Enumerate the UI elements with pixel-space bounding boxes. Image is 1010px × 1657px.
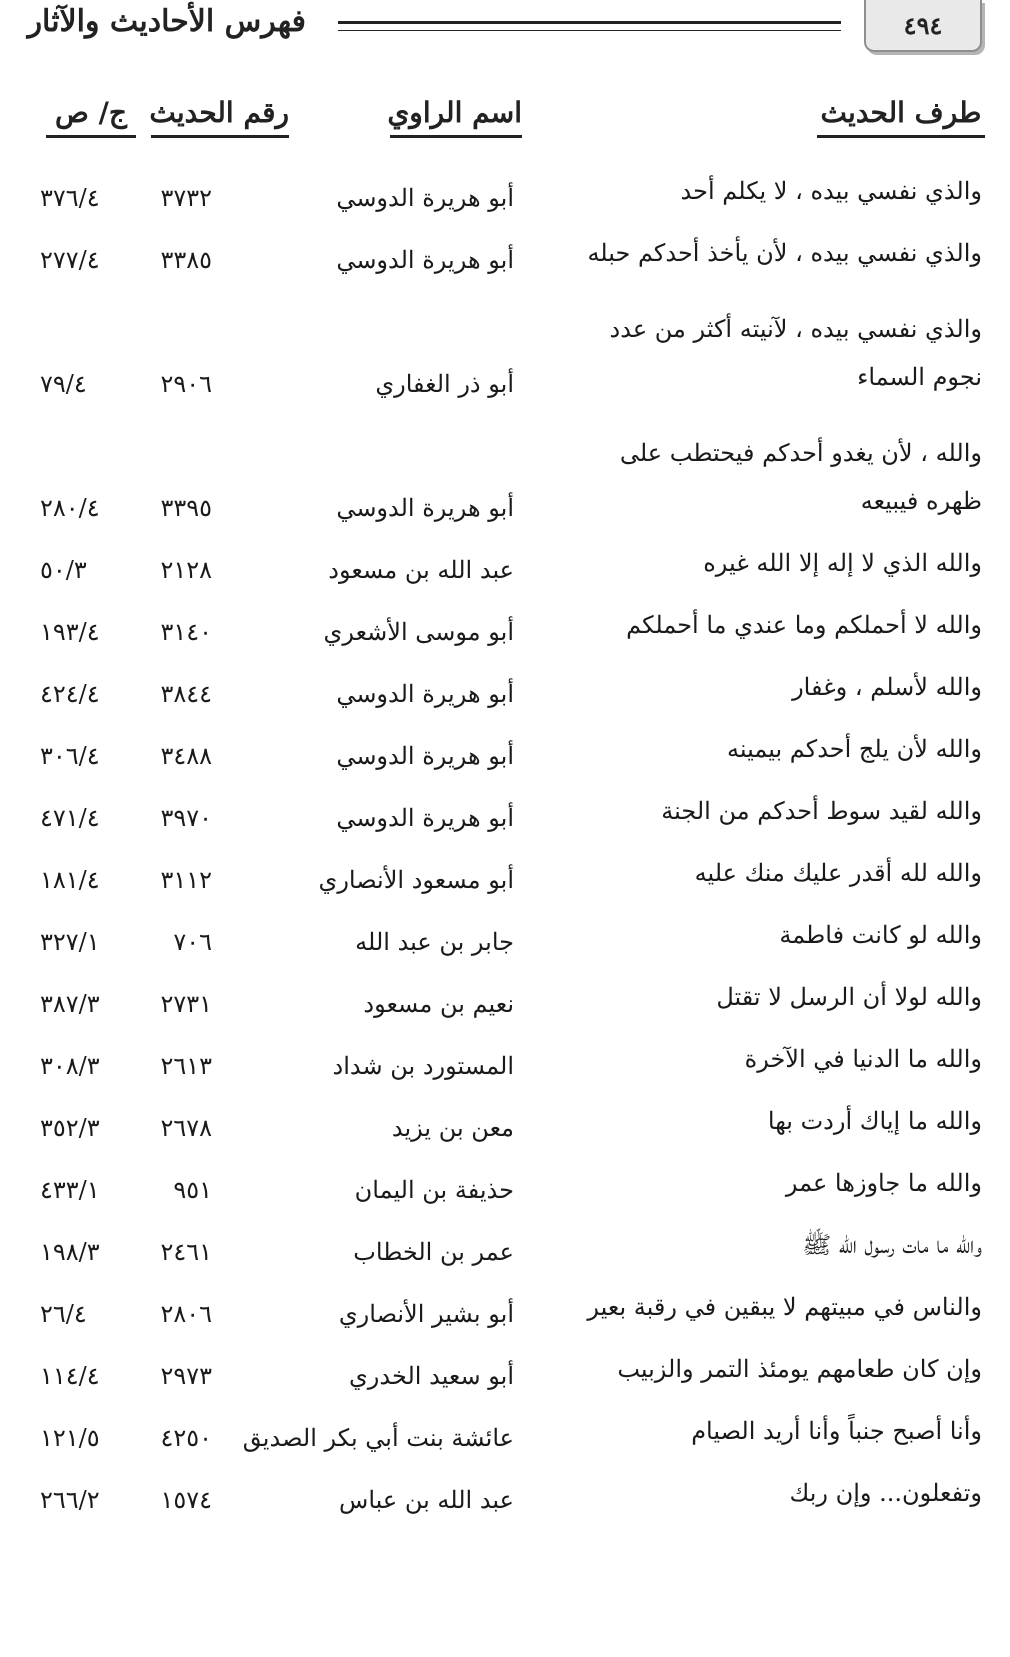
narrator-name: عمر بن الخطاب — [353, 1238, 514, 1266]
volume-page: ٣٨٧/٣ — [40, 990, 100, 1018]
column-header-narrator: اسم الراوي — [390, 96, 522, 138]
table-row — [0, 1403, 1010, 1465]
volume-page: ١٩٣/٤ — [40, 618, 100, 646]
table-row — [0, 1279, 1010, 1341]
page-header — [0, 0, 1010, 60]
hadith-number: ٢٩٧٣ — [160, 1362, 212, 1390]
hadith-number: ٢٦٧٨ — [160, 1114, 212, 1142]
narrator-name: أبو هريرة الدوسي — [336, 246, 514, 274]
narrator-name: معن بن يزيد — [391, 1114, 514, 1142]
hadith-number: ٩٥١ — [173, 1176, 212, 1204]
narrator-name: أبو هريرة الدوسي — [336, 184, 514, 212]
hadith-text: والله ، لأن يغدو أحدكم فيحتطب على ظهره فيبيعه — [619, 439, 982, 515]
narrator-name: أبو سعيد الخدري — [349, 1362, 514, 1390]
table-row — [0, 721, 1010, 783]
hadith-number: ٢١٢٨ — [160, 556, 212, 584]
narrator-name: عائشة بنت أبي بكر الصديق — [242, 1424, 514, 1452]
hadith-text: والله ما جاوزها عمر — [785, 1169, 982, 1197]
hadith-number: ٧٠٦ — [173, 928, 212, 956]
hadith-text: والله لقيد سوط أحدكم من الجنة — [661, 797, 982, 825]
hadith-number: ٣٧٣٢ — [160, 184, 212, 212]
hadith-text: وأنا أصبح جنباً وأنا أريد الصيام — [691, 1417, 982, 1445]
page-number: ٤٩٤ — [864, 0, 982, 52]
hadith-number: ٣٨٤٤ — [160, 680, 212, 708]
table-row — [0, 659, 1010, 721]
narrator-name: نعيم بن مسعود — [363, 990, 514, 1018]
hadith-text: وتفعلون... وإن ربك — [789, 1479, 982, 1507]
table-row — [0, 1031, 1010, 1093]
table-row — [0, 969, 1010, 1031]
table-row — [0, 1465, 1010, 1527]
hadith-number: ٣٣٨٥ — [160, 246, 212, 274]
hadith-text: والله لله أقدر عليك منك عليه — [694, 859, 982, 887]
hadith-number: ٤٢٥٠ — [160, 1424, 212, 1452]
table-row — [0, 163, 1010, 225]
narrator-name: أبو هريرة الدوسي — [336, 804, 514, 832]
hadith-text: والذي نفسي بيده ، لآنيته أكثر من عدد نجوم السماء — [609, 315, 982, 391]
narrator-name: حذيفة بن اليمان — [354, 1176, 514, 1204]
narrator-name: المستورد بن شداد — [332, 1052, 514, 1080]
hadith-number: ١٥٧٤ — [160, 1486, 212, 1514]
table-row — [0, 1093, 1010, 1155]
header-rule-thin — [338, 30, 841, 31]
hadith-number: ٢٦١٣ — [160, 1052, 212, 1080]
table-row — [0, 1155, 1010, 1217]
table-row — [0, 907, 1010, 969]
table-row — [0, 225, 1010, 287]
hadith-number: ٢٩٠٦ — [160, 370, 212, 398]
table-row — [0, 783, 1010, 845]
table-row — [0, 287, 1010, 411]
hadith-text: والله لو كانت فاطمة — [779, 921, 982, 949]
hadith-text: والله لا أحملكم وما عندي ما أحملكم — [626, 611, 982, 639]
volume-page: ١٨١/٤ — [40, 866, 100, 894]
hadith-number: ٣٤٨٨ — [160, 742, 212, 770]
column-header-volume-page: ج/ ص — [46, 96, 136, 138]
narrator-name: عبد الله بن عباس — [339, 1486, 514, 1514]
narrator-name: أبو موسى الأشعري — [323, 618, 514, 646]
hadith-text: والله لأسلم ، وغفار — [792, 673, 982, 701]
hadith-text: والله ما الدنيا في الآخرة — [744, 1045, 982, 1073]
hadith-text: وإن كان طعامهم يومئذ التمر والزبيب — [617, 1355, 982, 1383]
volume-page: ٢٦٦/٢ — [40, 1486, 100, 1514]
hadith-text: والله لأن يلج أحدكم بيمينه — [727, 735, 982, 763]
volume-page: ٥٠/٣ — [40, 556, 87, 584]
column-header-number: رقم الحديث — [151, 96, 289, 138]
table-row — [0, 1217, 1010, 1279]
table-row — [0, 1341, 1010, 1403]
hadith-text: والله ما إياك أردت بها — [767, 1107, 982, 1135]
hadith-number: ٢٧٣١ — [160, 990, 212, 1018]
volume-page: ٢٨٠/٤ — [40, 494, 100, 522]
hadith-text: والذي نفسي بيده ، لأن يأخذ أحدكم حبله — [587, 239, 982, 267]
narrator-name: أبو هريرة الدوسي — [336, 680, 514, 708]
hadith-number: ٣١١٢ — [160, 866, 212, 894]
narrator-name: أبو هريرة الدوسي — [336, 742, 514, 770]
volume-page: ٣٧٦/٤ — [40, 184, 100, 212]
volume-page: ١٢١/٥ — [40, 1424, 100, 1452]
hadith-text: والله لولا أن الرسل لا تقتل — [716, 983, 982, 1011]
narrator-name: أبو بشير الأنصاري — [338, 1300, 514, 1328]
hadith-text: والناس في مبيتهم لا يبقين في رقبة بعير — [587, 1293, 982, 1321]
table-row — [0, 535, 1010, 597]
narrator-name: عبد الله بن مسعود — [328, 556, 514, 584]
volume-page: ١١٤/٤ — [40, 1362, 100, 1390]
volume-page: ١٩٨/٣ — [40, 1238, 100, 1266]
narrator-name: أبو هريرة الدوسي — [336, 494, 514, 522]
hadith-text: والله الذي لا إله إلا الله غيره — [703, 549, 982, 577]
hadith-number: ٣٩٧٠ — [160, 804, 212, 832]
volume-page: ٣٥٢/٣ — [40, 1114, 100, 1142]
column-header-hadith: طرف الحديث — [817, 96, 985, 138]
table-row — [0, 845, 1010, 907]
volume-page: ٣٠٦/٤ — [40, 742, 100, 770]
table-row — [0, 411, 1010, 535]
narrator-name: جابر بن عبد الله — [355, 928, 514, 956]
column-headers — [0, 96, 1010, 156]
narrator-name: أبو مسعود الأنصاري — [318, 866, 514, 894]
volume-page: ٢٧٧/٤ — [40, 246, 100, 274]
running-title: فهرس الأحاديث والآثار — [27, 4, 306, 39]
hadith-text: والله ما مات رسول الله ﷺ — [802, 1231, 982, 1259]
volume-page: ٢٦/٤ — [40, 1300, 87, 1328]
hadith-index-table — [0, 163, 1010, 1527]
volume-page: ٧٩/٤ — [40, 370, 87, 398]
volume-page: ٤٢٤/٤ — [40, 680, 100, 708]
hadith-number: ٣١٤٠ — [160, 618, 212, 646]
volume-page: ٣٠٨/٣ — [40, 1052, 100, 1080]
hadith-number: ٣٣٩٥ — [160, 494, 212, 522]
volume-page: ٤٧١/٤ — [40, 804, 100, 832]
hadith-number: ٢٤٦١ — [160, 1238, 212, 1266]
table-row — [0, 597, 1010, 659]
header-rule — [338, 21, 841, 24]
hadith-text: والذي نفسي بيده ، لا يكلم أحد — [680, 177, 982, 205]
volume-page: ٤٣٣/١ — [40, 1176, 100, 1204]
hadith-number: ٢٨٠٦ — [160, 1300, 212, 1328]
narrator-name: أبو ذر الغفاري — [375, 370, 514, 398]
volume-page: ٣٢٧/١ — [40, 928, 100, 956]
